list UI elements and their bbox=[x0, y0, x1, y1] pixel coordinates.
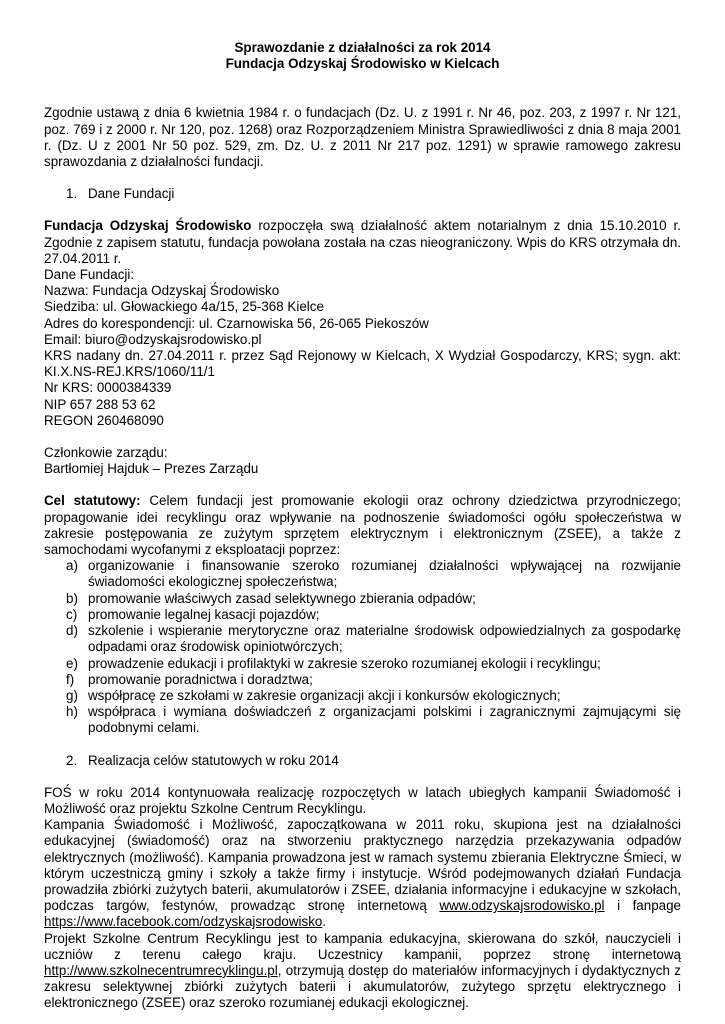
list-item-text: szkolenie i wspieranie merytoryczne oraz materialne środowisk odpowiedzialnych za gospodarkę odpadami oraz środowisk opiniotwórczych; bbox=[88, 623, 681, 655]
goal-list bbox=[44, 558, 681, 736]
list-item-text: prowadzenie edukacji i profilaktyki w zakresie szeroko rozumianej ekologii i recyklingu; bbox=[88, 655, 601, 671]
board-member: Bartłomiej Hajduk – Prezes Zarządu bbox=[44, 461, 259, 477]
section-1-number: 1. bbox=[66, 186, 78, 202]
list-item-letter: c) bbox=[66, 606, 78, 622]
intro-paragraph: Zgodnie ustawą z dnia 6 kwietnia 1984 r. o fundacjach (Dz. U. z 1991 r. Nr 46, poz. 203, z 1997 r. Nr 121, poz. 769 i z 2000 r. Nr 120, poz. 1268) oraz Rozporządzeniem Ministra Sprawiedliwości z dnia 8 maja 2001 r. (Dz. U z 2001 Nr 50 poz. 529, zm. Dz. U. z 2011 Nr 217 poz. 1291) w sprawie ramowego zakresu sprawozdania z działalności fundacji. bbox=[44, 105, 681, 170]
list-item bbox=[44, 607, 681, 623]
list-item-text: promowanie poradnictwa i doradztwa; bbox=[88, 671, 313, 687]
list-item bbox=[44, 656, 681, 672]
foundation-krs-number: Nr KRS: 0000384339 bbox=[44, 380, 172, 396]
foundation-address-line: Adres do korespondencji: ul. Czarnowiska 56, 26-065 Piekoszów bbox=[44, 315, 429, 331]
foundation-nip: NIP 657 288 53 62 bbox=[44, 396, 156, 412]
section-1-heading bbox=[44, 186, 681, 202]
section-2-title: Realizacja celów statutowych w roku 2014 bbox=[88, 752, 339, 768]
school-recycling-link[interactable]: http://www.szkolnecentrumrecyklingu.pl bbox=[44, 962, 278, 978]
list-item bbox=[44, 704, 681, 736]
realization-p3-text-1: Projekt Szkolne Centrum Recyklingu jest to kampania edukacyjna, skierowana do szkół, nauczycieli i uczniów z terenu całego kraju. Uczestnicy kampanii, poprzez stronę internetową bbox=[44, 930, 681, 962]
list-item-text: promowanie legalnej kasacji pojazdów; bbox=[88, 606, 320, 622]
foundation-email-line: Email: biuro@odzyskajsrodowisko.pl bbox=[44, 331, 262, 347]
section-1-title: Dane Fundacji bbox=[88, 186, 175, 202]
list-item-text: organizowanie i finansowanie szeroko rozumianej działalności wpływającej na rozwijanie świadomości ekologicznej społeczeństwa; bbox=[88, 558, 681, 590]
goal-paragraph bbox=[44, 493, 681, 558]
list-item-letter: h) bbox=[66, 704, 78, 720]
list-item-letter: e) bbox=[66, 655, 78, 671]
list-item-letter: g) bbox=[66, 687, 78, 703]
section-2-heading bbox=[44, 753, 681, 769]
document-subtitle: Fundacja Odzyskaj Środowisko w Kielcach bbox=[225, 56, 500, 72]
foundation-intro-paragraph bbox=[44, 218, 681, 267]
list-item-letter: a) bbox=[66, 558, 78, 574]
website-link[interactable]: www.odzyskajsrodowisko.pl bbox=[439, 898, 605, 914]
foundation-data-heading: Dane Fundacji: bbox=[44, 267, 135, 283]
list-item bbox=[44, 623, 681, 655]
section-2-number: 2. bbox=[66, 752, 78, 768]
list-item-letter: f) bbox=[66, 671, 75, 687]
foundation-name-bold: Fundacja Odzyskaj Środowisko bbox=[44, 218, 252, 234]
realization-p2-text-1: Kampania Świadomość i Możliwość, zapoczątkowana w 2011 roku, skupiona jest na działalności edukacyjnej (świadomość) oraz na stworzeniu praktycznego narzędzia przekazywania odpadów elektrycznych (możliwość). Kampania prowadzona jest w ramach systemu zbierania Elektryczne Śmieci, w którym uczestniczą gminy i szkoły a także firmy i instytucje. Wśród podejmowanych działań Fundacja prowadziła zbiórki zużytych baterii, akumulatorów i ZSEE, działania informacyjne i edukacyjne w szkołach, podczas targów, festynów, prowadząc stronę internetową bbox=[44, 817, 681, 914]
foundation-start-text: rozpoczęła swą działalność aktem notarialnym z dnia 15.10.2010 r. Zgodnie z zapisem statutu, fundacja powołana została na czas nieograniczony. Wpis do KRS otrzymała dn. 27.04.2011 r. bbox=[44, 218, 681, 266]
list-item-letter: b) bbox=[66, 590, 78, 606]
realization-paragraph-1: FOŚ w roku 2014 kontynuowała realizację rozpoczętych w latach ubiegłych kampanii Świadomość i Możliwość oraz projektu Szkolne Centrum Recyklingu. bbox=[44, 784, 681, 816]
realization-p2-text-3: . bbox=[322, 914, 327, 930]
board-heading: Członkowie zarządu: bbox=[44, 445, 168, 461]
foundation-krs-signature: KI.X.NS-REJ.KRS/1060/11/1 bbox=[44, 364, 215, 380]
foundation-krs-line: KRS nadany dn. 27.04.2011 r. przez Sąd Rejonowy w Kielcach, X Wydział Gospodarczy, KRS; sygn. akt: bbox=[44, 348, 681, 364]
list-item-text: współpracę ze szkołami w zakresie organizacji akcji i konkursów ekologicznych; bbox=[88, 687, 561, 703]
foundation-name-line: Nazwa: Fundacja Odzyskaj Środowisko bbox=[44, 283, 280, 299]
list-item bbox=[44, 672, 681, 688]
goal-label-bold: Cel statutowy: bbox=[44, 493, 141, 509]
foundation-seat-line: Siedziba: ul. Głowackiego 4a/15, 25-368 Kielce bbox=[44, 299, 324, 315]
list-item bbox=[44, 558, 681, 590]
list-item-text: promowanie właściwych zasad selektywnego zbierania odpadów; bbox=[88, 590, 476, 606]
goal-text: Celem fundacji jest promowanie ekologii oraz ochrony dziedzictwa przyrodniczego; propagowanie idei recyklingu oraz wpływanie na podnoszenie świadomości ogółu społeczeństwa w zakresie postępowania ze zużytym sprzętem elektrycznym i elektronicznym (ZSEE), a także z samochodami wycofanymi z eksploatacji poprzez: bbox=[44, 493, 682, 558]
foundation-regon: REGON 260468090 bbox=[44, 412, 164, 428]
list-item bbox=[44, 591, 681, 607]
realization-paragraph-2 bbox=[44, 817, 681, 930]
realization-p2-text-2: i fanpage bbox=[604, 898, 681, 914]
document-title-block bbox=[44, 40, 681, 72]
list-item-text: współpraca i wymiana doświadczeń z organizacjami polskimi i zagranicznymi zajmującymi się podobnymi celami. bbox=[88, 704, 681, 736]
realization-paragraph-3 bbox=[44, 931, 681, 1012]
facebook-link[interactable]: https://www.facebook.com/odzyskajsrodowisko bbox=[44, 914, 323, 930]
document-title: Sprawozdanie z działalności za rok 2014 bbox=[234, 40, 491, 55]
list-item-letter: d) bbox=[66, 623, 78, 639]
list-item bbox=[44, 688, 681, 704]
realization-p3-text-2: , otrzymują dostęp do materiałów informacyjnych i dydaktycznych z zakresu selektywnej zbiórki zużytych baterii i akumulatorów, zużytego sprzętu elektrycznego i elektronicznego (ZSEE) oraz szeroko rozumianej edukacji ekologicznej. bbox=[44, 962, 681, 1011]
